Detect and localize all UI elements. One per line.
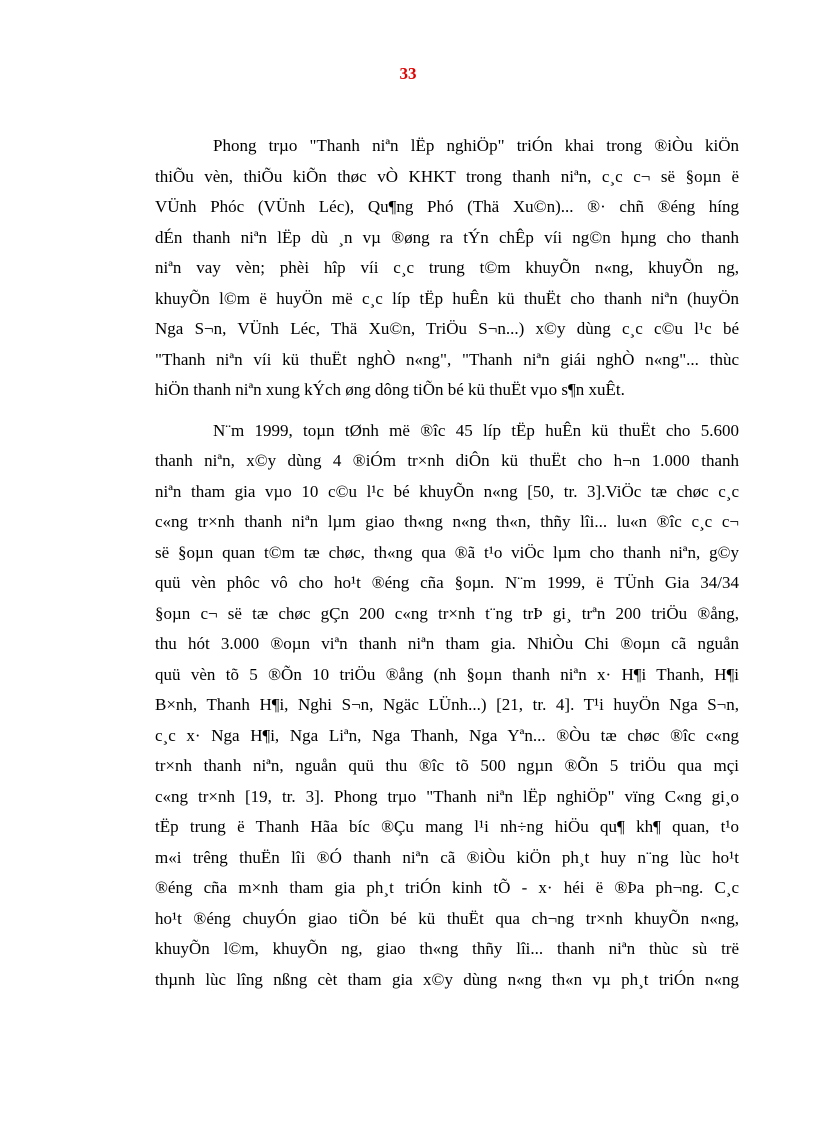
- text-line: thanh niªn, x©y dùng 4 ®iÓm tr×nh diÔn kü thuËt cho h¬n 1.000 thanh: [155, 451, 739, 470]
- text-line: tËp trung ë Thanh Hãa bíc ®Çu mang l¹i nh÷ng hiÖu qu¶ kh¶ quan, t¹o: [155, 817, 739, 836]
- text-line: B×nh, Thanh H¶i, Nghi S¬n, Ngäc LÜnh...) [21, tr. 4]. T¹i huyÖn Nga S¬n,: [155, 695, 739, 714]
- paragraph-1: [155, 131, 739, 406]
- text-line: §oµn c¬ së tæ chøc gÇn 200 c«ng tr×nh t¨ng trÞ gi¸ trªn 200 triÖu ®ång,: [155, 603, 739, 623]
- text-line: hiÖn thanh niªn xung kÝch øng dông tiÕn bé kü thuËt vµo s¶n xuÊt.: [155, 380, 625, 399]
- page-number: 33: [399, 64, 417, 83]
- text-line: "Thanh niªn víi kü thuËt nghÒ n«ng", "Thanh niªn giái nghÒ n«ng"... thùc: [155, 349, 739, 369]
- text-line: Phong trµo "Thanh niªn lËp nghiÖp" triÓn khai trong ®iÒu kiÖn: [213, 136, 739, 155]
- text-line: ®éng cña m×nh tham gia ph¸t triÓn kinh tÕ - x· héi ë ®Þa ph¬ng. C¸c: [155, 878, 739, 897]
- text-line: Nga S¬n, VÜnh Léc, Thä Xu©n, TriÖu S¬n...) x©y dùng c¸c c©u l¹c bé: [155, 319, 739, 338]
- text-line: niªn tham gia vµo 10 c©u l¹c bé khuyÕn n«ng [50, tr. 3].ViÖc tæ chøc c¸c: [155, 481, 739, 501]
- text-line: së §oµn quan t©m tæ chøc, th«ng qua ®ã t¹o viÖc lµm cho thanh niªn, g©y: [155, 542, 739, 562]
- text-line: tr×nh thanh niªn, nguån quü thu ®îc tõ 500 ngµn ®Õn 5 triÖu qua mçi: [155, 756, 739, 775]
- text-line: niªn vay vèn; phèi hîp víi c¸c trung t©m khuyÕn n«ng, khuyÕn ng,: [155, 258, 739, 277]
- text-line: thµnh lùc lîng nßng cèt tham gia x©y dùng n«ng th«n vµ ph¸t triÓn n«ng: [155, 969, 739, 989]
- text-line: c«ng tr×nh thanh niªn lµm giao th«ng n«ng th«n, thñy lîi... lu«n ®îc c¸c c¬: [155, 512, 739, 531]
- text-line: c¸c x· Nga H¶i, Nga Liªn, Nga Thanh, Nga Yªn... ®Òu tæ chøc ®îc c«ng: [155, 725, 739, 745]
- text-line: thiÕu vèn, thiÕu kiÕn thøc vÒ KHKT trong thanh niªn, c¸c c¬ së §oµn ë: [155, 166, 739, 186]
- text-line: khuyÕn l©m ë huyÖn më c¸c líp tËp huÊn kü thuËt cho thanh niªn (huyÖn: [155, 288, 739, 308]
- document-body: [155, 131, 739, 1005]
- text-line: VÜnh Phóc (VÜnh Léc), Qu¶ng Phó (Thä Xu©n)... ®· chñ ®éng híng: [155, 197, 739, 216]
- text-line: m«i trêng thuËn lîi ®Ó thanh niªn cã ®iÒu kiÖn ph¸t huy n¨ng lùc ho¹t: [155, 847, 739, 867]
- text-line: dÉn thanh niªn lËp dù ¸n vµ ®øng ra tÝn chÊp víi ng©n hµng cho thanh: [155, 227, 739, 247]
- paragraph-2: [155, 416, 739, 996]
- text-line: quü vèn phôc vô cho ho¹t ®éng cña §oµn. N¨m 1999, ë TÜnh Gia 34/34: [155, 573, 739, 592]
- text-line: c«ng tr×nh [19, tr. 3]. Phong trµo "Thanh niªn lËp nghiÖp" vïng C«ng gi¸o: [155, 786, 739, 806]
- text-line: khuyÕn l©m, khuyÕn ng, giao th«ng thñy lîi... thanh niªn thùc sù trë: [155, 939, 739, 958]
- text-line: N¨m 1999, toµn tØnh më ®îc 45 líp tËp huÊn kü thuËt cho 5.600: [213, 420, 739, 440]
- text-line: thu hót 3.000 ®oµn viªn thanh niªn tham gia. NhiÒu Chi ®oµn cã nguån: [155, 634, 739, 653]
- text-line: quü vèn tõ 5 ®Õn 10 triÖu ®ång (nh §oµn thanh niªn x· H¶i Thanh, H¶i: [155, 664, 739, 684]
- text-line: ho¹t ®éng chuyÓn giao tiÕn bé kü thuËt qua ch¬ng tr×nh khuyÕn n«ng,: [155, 908, 739, 928]
